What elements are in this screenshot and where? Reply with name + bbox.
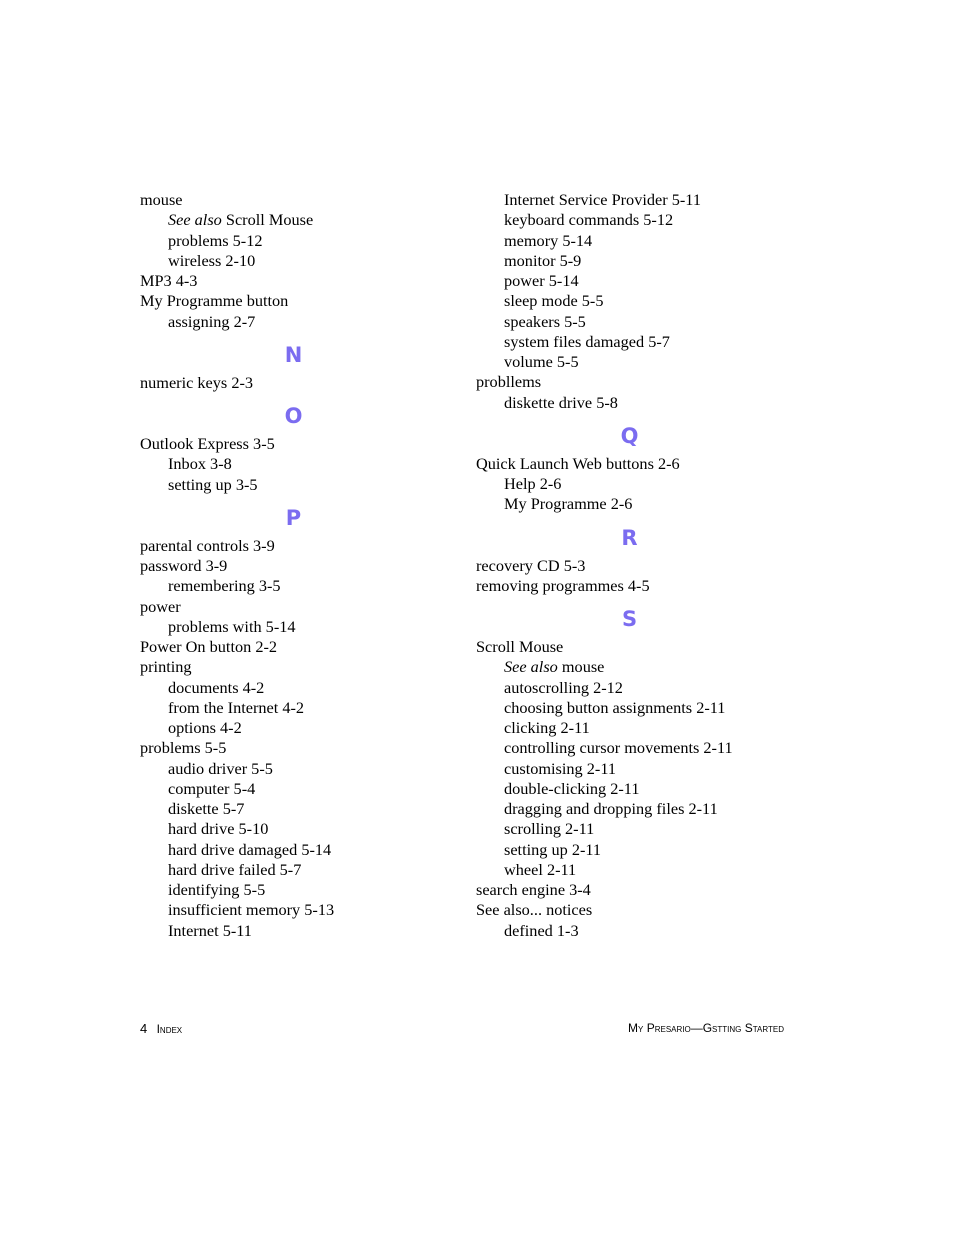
index-subentry: problems 5-12 bbox=[168, 230, 263, 250]
index-subentry: hard drive 5-10 bbox=[168, 819, 269, 839]
index-entry: numeric keys 2-3 bbox=[140, 372, 254, 392]
index-subentry: See also mouse bbox=[504, 657, 605, 677]
index-column-left bbox=[140, 190, 470, 941]
index-subentry: Internet Service Provider 5-11 bbox=[504, 190, 701, 209]
index-subentry: hard drive failed 5-7 bbox=[168, 859, 302, 879]
index-subentry: wheel 2-11 bbox=[504, 859, 577, 879]
index-subentry: power 5-14 bbox=[504, 271, 579, 290]
index-subentry: system files damaged 5-7 bbox=[504, 331, 670, 351]
index-subentry: audio driver 5-5 bbox=[168, 758, 273, 778]
index-subentry: insufficient memory 5-13 bbox=[168, 900, 335, 920]
footer-section: Index bbox=[156, 1022, 183, 1036]
index-entry: Outlook Express 3-5 bbox=[140, 434, 275, 453]
index-entry: Quick Launch Web buttons 2-6 bbox=[476, 453, 680, 473]
index-subentry: See also Scroll Mouse bbox=[168, 210, 314, 230]
see-also-label: See also bbox=[168, 210, 222, 230]
index-subentry: sleep mode 5-5 bbox=[504, 291, 604, 311]
index-subentry: setting up 2-11 bbox=[504, 839, 602, 859]
index-subentry: Help 2-6 bbox=[504, 474, 562, 493]
index-subentry: identifying 5-5 bbox=[168, 880, 266, 899]
index-subentry: volume 5-5 bbox=[504, 352, 579, 371]
index-subentry: customising 2-11 bbox=[504, 758, 617, 778]
index-subentry: hard drive damaged 5-14 bbox=[168, 839, 332, 859]
index-subentry: dragging and dropping files 2-11 bbox=[504, 799, 718, 818]
index-entry: search engine 3-4 bbox=[476, 880, 591, 899]
index-letter-heading: S bbox=[621, 607, 638, 631]
index-column-right bbox=[476, 190, 806, 941]
index-letter-heading: N bbox=[284, 342, 303, 367]
index-letter-heading: R bbox=[621, 525, 638, 550]
index-subentry: Inbox 3-8 bbox=[168, 454, 232, 474]
index-subentry: controlling cursor movements 2-11 bbox=[504, 738, 733, 758]
index-entry: Scroll Mouse bbox=[476, 637, 564, 656]
index-subentry: monitor 5-9 bbox=[504, 250, 582, 270]
index-subentry: computer 5-4 bbox=[168, 778, 256, 798]
index-entry: My Programme button bbox=[140, 291, 289, 311]
footer-book-title: My Presario—Gstting Started bbox=[628, 1021, 784, 1035]
index-subentry: diskette drive 5-8 bbox=[504, 392, 618, 412]
index-entry: See also... notices bbox=[476, 900, 593, 920]
index-entry: parental controls 3-9 bbox=[140, 535, 275, 555]
index-entry: recovery CD 5-3 bbox=[476, 555, 586, 575]
index-subentry: Internet 5-11 bbox=[168, 920, 252, 940]
index-subentry: speakers 5-5 bbox=[504, 311, 586, 331]
index-subentry: double-clicking 2-11 bbox=[504, 778, 640, 798]
index-subentry: remembering 3-5 bbox=[168, 576, 281, 596]
index-subentry: from the Internet 4-2 bbox=[168, 697, 305, 717]
index-subentry: problems with 5-14 bbox=[168, 616, 296, 636]
index-subentry: clicking 2-11 bbox=[504, 718, 590, 737]
index-subentry: diskette 5-7 bbox=[168, 799, 245, 818]
index-subentry: autoscrolling 2-12 bbox=[504, 677, 623, 697]
index-entry: removing programmes 4-5 bbox=[476, 575, 650, 595]
index-entry: probllems bbox=[476, 372, 542, 392]
index-entry: printing bbox=[140, 657, 192, 677]
index-subentry: choosing button assignments 2-11 bbox=[504, 697, 726, 717]
index-subentry: setting up 3-5 bbox=[168, 474, 258, 494]
index-entry: MP3 4-3 bbox=[140, 271, 198, 290]
index-letter-heading: Q bbox=[620, 423, 639, 448]
index-entry: mouse bbox=[140, 190, 183, 209]
index-letter-heading: P bbox=[285, 505, 302, 530]
see-also-label: See also bbox=[504, 657, 558, 677]
index-subentry: documents 4-2 bbox=[168, 677, 265, 697]
index-entry: power bbox=[140, 596, 181, 616]
index-subentry: options 4-2 bbox=[168, 718, 242, 737]
footer-left bbox=[140, 1021, 182, 1036]
index-entry: problems 5-5 bbox=[140, 738, 227, 758]
index-subentry: My Programme 2-6 bbox=[504, 494, 633, 514]
index-subentry: keyboard commands 5-12 bbox=[504, 210, 674, 230]
index-subentry: memory 5-14 bbox=[504, 230, 593, 250]
index-subentry: defined 1-3 bbox=[504, 920, 579, 940]
index-subentry: assigning 2-7 bbox=[168, 311, 256, 331]
index-subentry: wireless 2-10 bbox=[168, 250, 256, 270]
index-entry: password 3-9 bbox=[140, 556, 228, 575]
page-number: 4 bbox=[140, 1021, 148, 1036]
index-letter-heading: O bbox=[284, 404, 303, 428]
index-entry: Power On button 2-2 bbox=[140, 637, 278, 656]
index-subentry: scrolling 2-11 bbox=[504, 819, 595, 839]
